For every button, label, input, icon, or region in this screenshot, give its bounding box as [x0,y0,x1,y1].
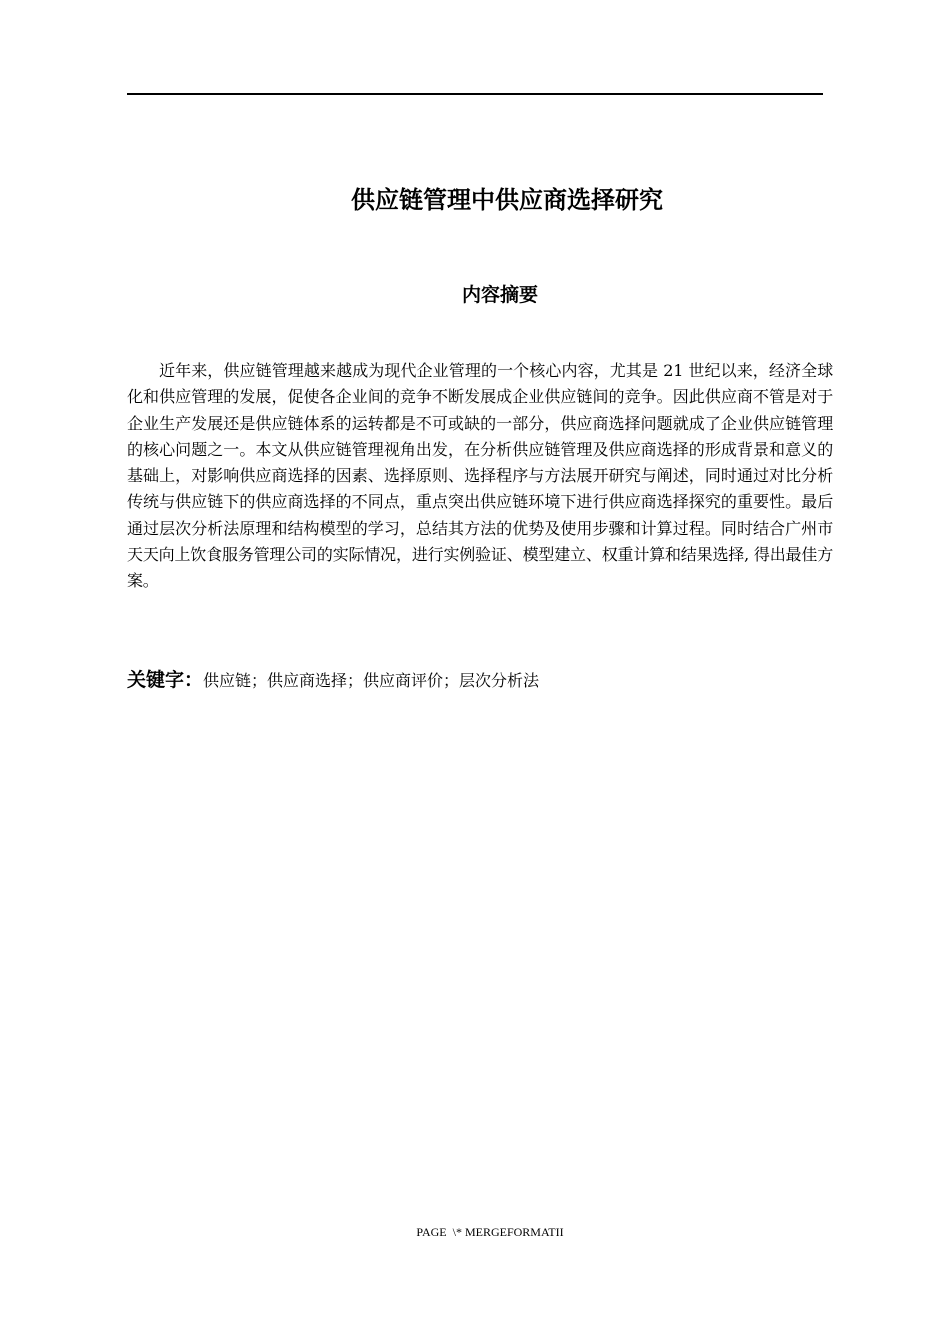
page-footer: PAGE \* MERGEFORMATII [416,1225,564,1239]
keywords-value: 供应链；供应商选择；供应商评价；层次分析法 [203,671,540,690]
document-title: 供应链管理中供应商选择研究 [351,186,663,214]
keywords-label: 关键字： [127,669,204,691]
abstract-heading: 内容摘要 [461,284,538,306]
abstract-paragraph: 近年来，供应链管理越来越成为现代企业管理的一个核心内容，尤其是 21 世纪以来，经济全球化和供应管理的发展，促使各企业间的竞争不断发展成企业供应链间的竞争。因此供应商不管是对于企业生产发展还是供应链体系的运转都是不可或缺的一部分，供应商选择问题就成了企业供应链管理的核心问题之一。本文从供应链管理视角出发，在分析供应链管理及供应商选择的形成背景和意义的基础上，对影响供应商选择的因素、选择原则、选择程序与方法展开研究与阐述，同时通过对比分析传统与供应链下的供应商选择的不同点，重点突出供应链环境下进行供应商选择探究的重要性。最后通过层次分析法原理和结构模型的学习，总结其方法的优势及使用步骤和计算过程。同时结合广州市天天向上饮食服务管理公司的实际情况，进行实例验证、模型建立、权重计算和结果选择, 得出最佳方案。 [127,361,833,591]
keywords-line [127,665,847,697]
header-rule [127,93,823,95]
